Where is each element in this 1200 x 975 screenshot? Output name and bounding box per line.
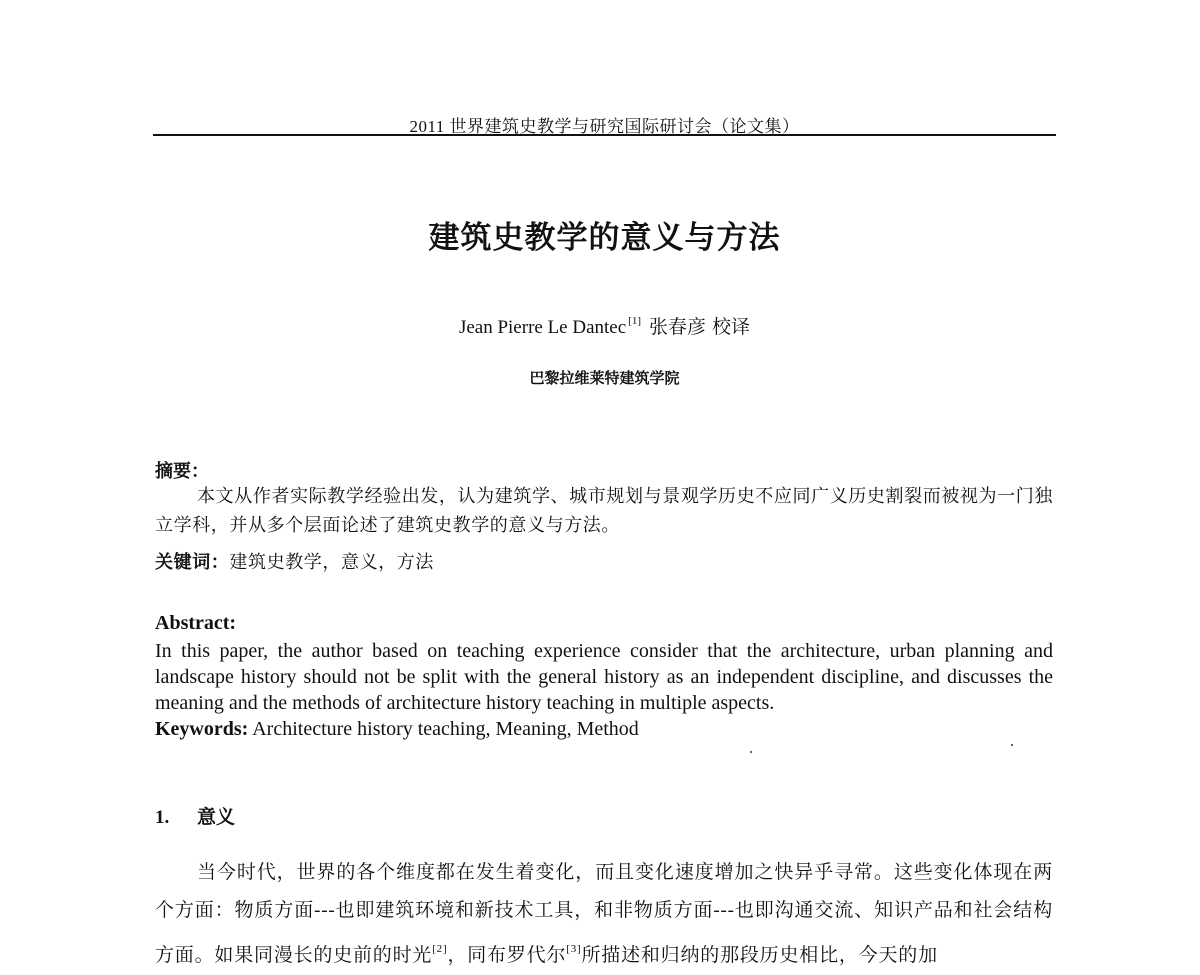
section-1-heading [155, 802, 235, 829]
keywords-en-values: Architecture history teaching, Meaning, Method [252, 718, 639, 740]
scan-speck [1011, 744, 1013, 746]
keywords-cn-values: 建筑史教学，意义，方法 [229, 552, 435, 572]
abstract-en-label: Abstract: [155, 612, 237, 634]
section-1-number: 1. [155, 807, 170, 828]
section-1-paragraph [155, 854, 1053, 975]
abstract-cn-body: 本文从作者实际教学经验出发，认为建筑学、城市规划与景观学历史不应同广义历史割裂而被视为一门独立学科，并从多个层面论述了建筑史教学的意义与方法。 [155, 486, 1053, 535]
keywords-en [155, 718, 639, 741]
translator-role: 校译 [712, 317, 751, 338]
reference-2[interactable]: [2] [432, 943, 448, 955]
abstract-en-body: In this paper, the author based on teaching experience consider that the architecture, urban planning and landscape history should not be split with the general history as an independent discipline, and discusses the meaning and the methods of architecture history teaching in multiple aspects. [155, 640, 1053, 714]
section-1-title: 意义 [197, 807, 236, 828]
keywords-en-label: Keywords: [155, 718, 249, 740]
section-1-text-b: ，同布罗代尔 [447, 945, 567, 966]
running-header: 2011 世界建筑史教学与研究国际研讨会（论文集） [409, 117, 800, 136]
translator-name: 张春彦 [649, 317, 707, 338]
paper-title: 建筑史教学的意义与方法 [428, 220, 781, 255]
author-footnote-ref[interactable]: [1] [628, 315, 641, 327]
section-1-text-c: 所描述和归纳的那段历史相比，今天的加 [581, 945, 938, 966]
keywords-cn [155, 548, 434, 574]
abstract-cn-label: 摘要： [155, 461, 209, 481]
scan-speck [750, 751, 752, 753]
author-name: Jean Pierre Le Dantec [458, 317, 627, 338]
author-line [153, 312, 1056, 339]
section-1-text-a: 当今时代，世界的各个维度都在发生着变化，而且变化速度增加之快异乎寻常。这些变化体现在两个方面：物质方面---也即建筑环境和新技术工具，和非物质方面---也即沟通交流、知识产品和社会结构方面。如果同漫长的史前的时光 [155, 862, 1053, 966]
header-rule [153, 134, 1056, 136]
affiliation: 巴黎拉维莱特建筑学院 [529, 371, 680, 387]
reference-3[interactable]: [3] [566, 943, 582, 955]
keywords-cn-label: 关键词： [155, 552, 230, 572]
